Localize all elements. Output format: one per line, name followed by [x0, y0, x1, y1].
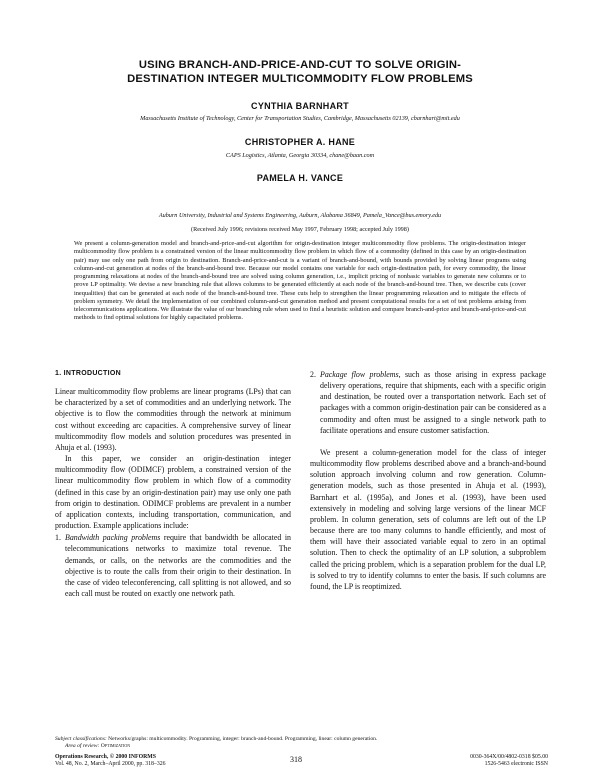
item-1-text: require that bandwidth be allocated in telecommunications networks to maximize total revenue. The demands, or calls, on the networks are the commodities and the objective is to route the calls from their origin to their destination. In the case of video teleconferencing, call splitting is not allowed, and so each call must be routed on exactly one network path.: [65, 533, 291, 598]
footer-issn-2: 1526-5463 electronic ISSN: [484, 761, 548, 767]
paper-title: [60, 58, 540, 86]
area-text: Optimization: [100, 743, 131, 750]
footer-issn: [470, 754, 548, 768]
item-2-text: , such as those arising in express package delivery operations, require that shipments, each with a specific origin and destination, be routed over a transportation network. Each set of packages with a common origin-destination pair can be considered as a commodity and often must be assigned to a single network path to facilitate operations and ensure customer satisfaction.: [320, 370, 546, 435]
subject-label: Subject classifications:: [55, 736, 107, 742]
intro-paragraph-2: In this paper, we consider an origin-destination integer multicommodity flow (ODIMCF) problem, a constrained version of the linear multicommodity flow problem in which flow of a commodity (defined in this case by an origin-destination pair) may use only one path from origin to destination. ODIMCF problems are prevalent in a number of application contexts, including transportation, communication, and production. Example applications include:: [55, 454, 291, 531]
title-line-1: USING BRANCH-AND-PRICE-AND-CUT TO SOLVE ORIGIN-: [138, 59, 462, 71]
author-name-1: CYNTHIA BARNHART: [251, 101, 349, 111]
area-label: Area of review:: [65, 743, 100, 750]
author-name-2: CHRISTOPHER A. HANE: [244, 137, 356, 147]
footer-journal-info: [55, 754, 166, 768]
application-item-1: [55, 532, 291, 599]
page-number: 318: [290, 755, 302, 764]
left-column: [55, 368, 291, 599]
footer-volume: Vol. 48, No. 2, March–April 2000, pp. 318–326: [55, 761, 166, 767]
author-affiliation-1: Massachusetts Institute of Technology, Center for Transportation Studies, Cambridge, Massachusetts 02139, cbarnhart@mit.edu: [140, 115, 460, 122]
section-heading-introduction: 1. INTRODUCTION: [55, 370, 121, 377]
title-line-2: DESTINATION INTEGER MULTICOMMODITY FLOW PROBLEMS: [127, 73, 473, 85]
subject-classifications: [55, 736, 555, 750]
item-1-title: Bandwidth packing problems: [65, 533, 161, 543]
author-affiliation-3: Auburn University, Industrial and Systems Engineering, Auburn, Alabama 36849, Pamela_Vance@bus.emory.edu: [158, 212, 442, 219]
received-dates: (Received July 1996; revisions received May 1997, February 1998; accepted July 1998): [191, 226, 409, 233]
intro-paragraph-3: We present a column-generation model for the class of integer multicommodity flow problems described above and a branch-and-bound solution approach involving column and row generation. Column-generation models, such as those presented in Ahuja et al. (1993), Barnhart et al. (1995a), and Jones et al. (1993), have been used extensively in modeling and solving large versions of the linear MCF problem. In column generation, sets of columns are left out of the LP because there are too many columns to handle efficiently, and most of them will have their associated variable equal to zero in an optimal solution. Then to check the optimality of an LP solution, a subproblem called the pricing problem, which is a separation problem for the dual LP, is solved to try to identify columns to enter the basis. If such columns are found, the LP is reoptimized.: [310, 447, 546, 591]
author-affiliation-2: CAPS Logistics, Atlanta, Georgia 30334, chane@baan.com: [225, 152, 375, 159]
footer-journal: Operations Research, © 2000 INFORMS: [55, 754, 156, 760]
application-item-2: [310, 369, 546, 436]
item-2-number: 2.: [310, 370, 316, 379]
author-name-3: PAMELA H. VANCE: [256, 173, 344, 183]
abstract: We present a column-generation model and branch-and-price-and-cut algorithm for origin-destination integer multicommodity flow problems. The origin-destination integer multicommodity flow problem is a constrained version of the linear multicommodity flow problem in which flow of a commodity (defined in this case by an origin-destination pair) may use only one path from origin to destination. Branch-and-price-and-cut is a variant of branch-and-bound, with bounds provided by solving linear programs using column-and-cut generation at nodes of the branch-and-bound tree. Because our model contains one variable for each origin-destination path, for every commodity, the linear programming relaxations at nodes of the branch-and-bound tree are solved using column generation, i.e., implicit pricing of nonbasic variables to generate new columns or to prove LP optimality. We devise a new branching rule that allows columns to be generated efficiently at each node of the branch-and-bound tree. Then, we describe cuts (cover inequalities) that can be generated at each node of the branch-and-bound tree. These cuts help to strengthen the linear programming relaxation and to mitigate the effects of problem symmetry. We detail the implementation of our combined column-and-cut generation method and present computational results for a set of test problems arising from telecommunications applications. We illustrate the value of our branching rule when used to find a heuristic solution and compare branch-and-price and branch-and-price-and-cut methods to find optimal solutions for highly capacitated problems.: [74, 240, 526, 322]
intro-paragraph-1: Linear multicommodity flow problems are linear programs (LPs) that can be characterized by a set of commodities and an underlying network. The objective is to flow the commodities through the network at minimum cost without exceeding arc capacities. A comprehensive survey of linear multicommodity flow models and solution procedures was presented in Ahuja et al. (1993).: [55, 387, 291, 452]
item-2-title: Package flow problems: [320, 370, 399, 379]
subject-text: Networks/graphs: multicommodity. Programming, integer: branch-and-bound. Programming, linear: column generation.: [108, 736, 378, 742]
item-1-number: 1.: [55, 533, 61, 543]
footer-issn-1: 0030-364X/00/4802-0318 $05.00: [470, 754, 548, 760]
right-column: [310, 368, 546, 592]
